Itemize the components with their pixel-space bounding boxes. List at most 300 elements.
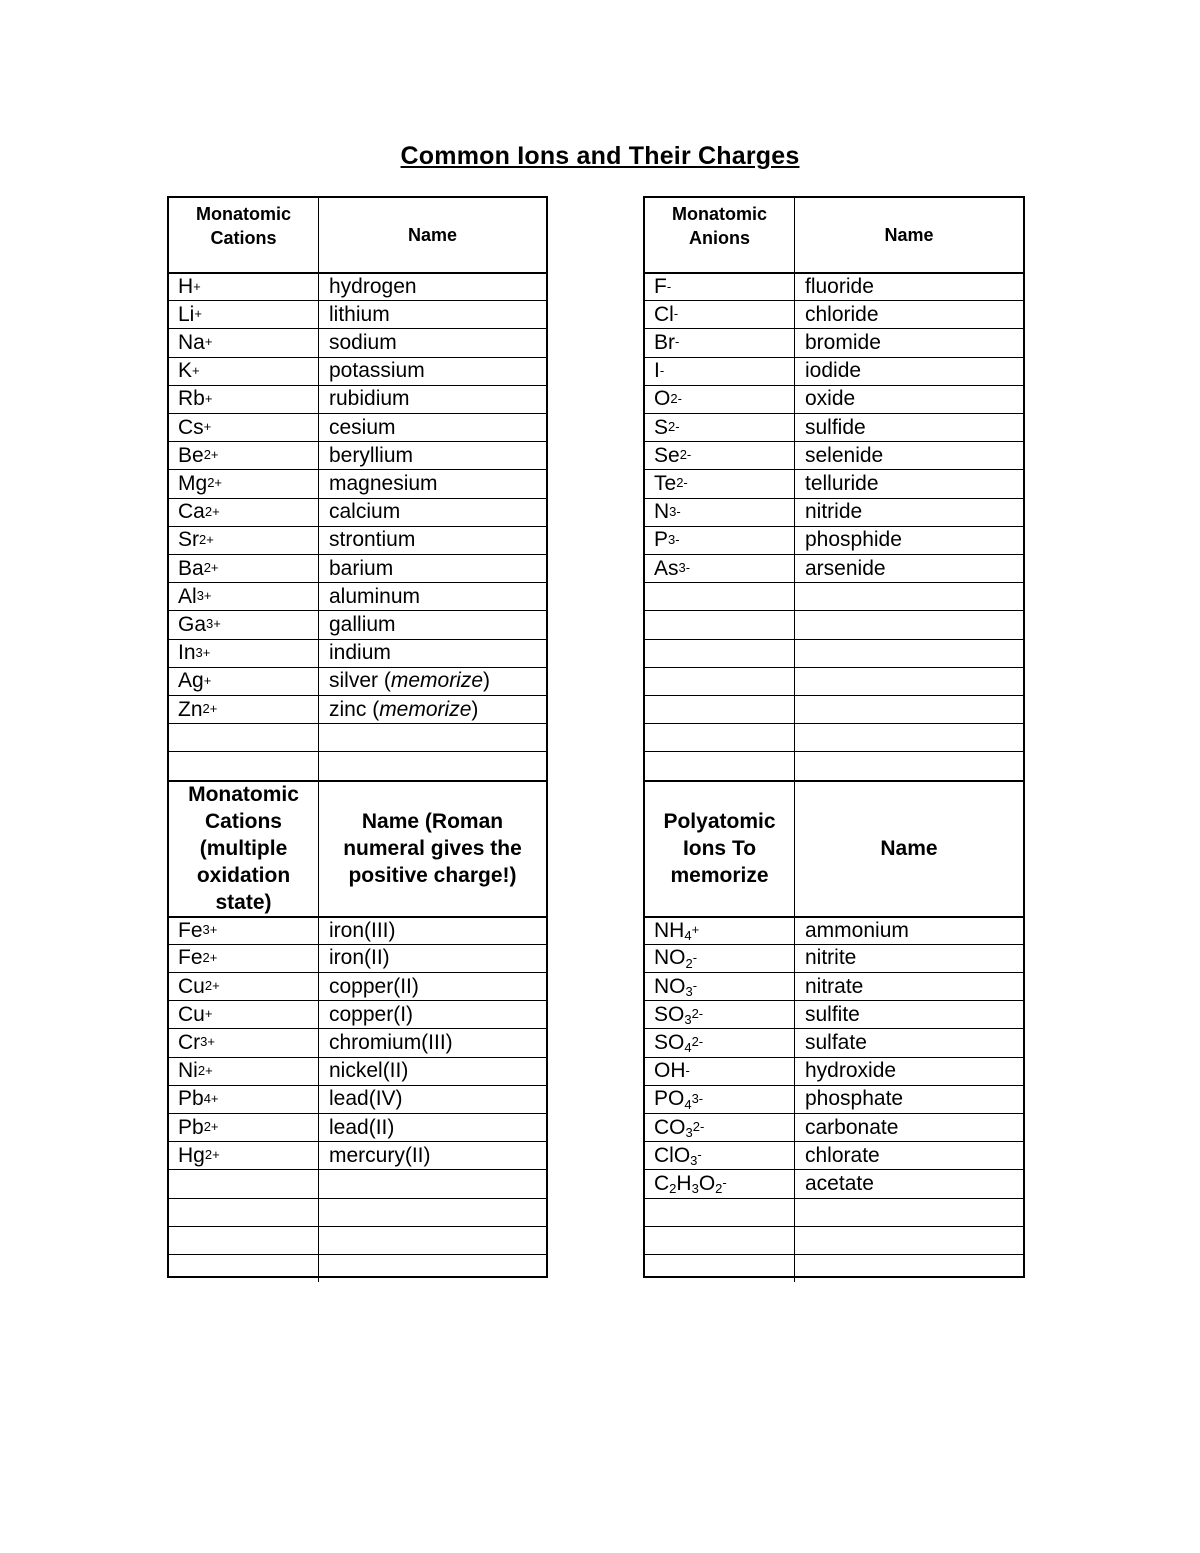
table-row [645,469,1023,497]
ion-name-text: phosphide [805,528,902,552]
header-label: Name [884,225,934,245]
ion-formula: Te $^{2-}$ [645,470,795,497]
ion-formula: O $^{2-}$ [645,386,795,413]
table-row [645,1226,1023,1254]
ion-name-text: aluminum [329,584,421,608]
element-symbol: Sr [178,528,199,552]
header-row [645,780,1023,916]
ion-name [795,274,1023,300]
table-row [645,916,1023,944]
element-symbol: As [654,556,679,580]
ion-formula: H + [169,274,319,300]
element-symbol: F [654,275,667,299]
formula-subscript: 3 [685,1125,693,1141]
ion-formula: C $_2$ H $_3$ O $_2$ - [645,1170,795,1197]
element-symbol: Be [178,443,204,467]
ion-name [795,668,1023,695]
ion-formula: NO $_2$ - [645,945,795,972]
ion-name [319,1255,546,1282]
ion-formula: Pb $^{4+}$ [169,1086,319,1113]
ion-formula: Se $^{2-}$ [645,442,795,469]
ion-formula [645,1255,795,1282]
table-row [645,1085,1023,1113]
ion-formula: P $^{3-}$ [645,527,795,554]
ion-name [795,640,1023,667]
ion-name [795,1199,1023,1226]
ion-name-text: ammonium [805,918,909,942]
header-label: Name [407,225,458,245]
element-symbol: Pb [178,1087,204,1111]
formula-subscript: 2 [685,955,693,971]
ion-formula [645,696,795,723]
ion-formula: Fe $^{2+}$ [169,945,319,972]
ion-name-text: sulfate [805,1030,867,1054]
ion-formula: F - [645,274,795,300]
table-row [169,639,546,667]
element-symbol: Br [654,330,675,354]
ion-name [319,1227,546,1254]
ion-formula [169,1170,319,1197]
table-row [169,328,546,356]
ion-formula: Hg $^{2+}$ [169,1142,319,1169]
ion-name [795,301,1023,328]
ion-name-text: iron(III) [329,918,396,942]
ion-formula: Ba $^{2+}$ [169,555,319,582]
ion-name-text: silver [329,669,379,693]
ion-formula: OH - [645,1058,795,1085]
table-row [645,357,1023,385]
formula-symbol: SO [654,1002,685,1026]
element-symbol: Rb [178,387,205,411]
formula-subscript: 2 [715,1181,723,1197]
ion-formula: Ni $^{2+}$ [169,1058,319,1085]
table-row [645,751,1023,779]
formula-symbol: NO [654,974,686,998]
ion-formula: CO $_3$ $^{2-}$ [645,1114,795,1141]
table-row [169,582,546,610]
table-row [645,328,1023,356]
ion-formula: Cu $^{2+}$ [169,973,319,1000]
ion-name [319,973,546,1000]
ion-name [319,499,546,526]
ion-name-text: telluride [805,471,879,495]
ion-formula: Cl - [645,301,795,328]
ion-name [795,1086,1023,1113]
ion-formula: ClO $_3$ - [645,1142,795,1169]
ion-name [795,918,1023,944]
ion-formula: K + [169,358,319,385]
ion-name [795,555,1023,582]
table-row [169,469,546,497]
header-label: Name [880,837,938,861]
table-row [645,667,1023,695]
ion-name: zinc ( memorize ) [329,697,479,721]
element-symbol: N [654,500,670,524]
header-row [645,198,1023,272]
memorize-note: memorize [379,697,472,721]
table-row [645,554,1023,582]
ion-name-text: arsenide [805,556,886,580]
ion-name [319,724,546,751]
ion-formula: Li + [169,301,319,328]
ion-name-text: rubidium [329,387,410,411]
table-row [169,1254,546,1282]
element-symbol: Pb [178,1115,204,1139]
ion-formula [645,583,795,610]
ion-formula [169,1227,319,1254]
table-row [169,413,546,441]
ion-formula: SO $_3$ $^{2-}$ [645,1001,795,1028]
header-col-ion [645,198,795,272]
table-row [169,300,546,328]
ion-name-text: nickel(II) [329,1059,409,1083]
element-symbol: H [178,275,194,299]
ion-name [795,752,1023,779]
ion-name [795,442,1023,469]
ion-formula: Ca $^{2+}$ [169,499,319,526]
table-row [645,1000,1023,1028]
ion-name-text: hydrogen [329,275,417,299]
ion-name-text: mercury(II) [329,1143,431,1167]
element-symbol: K [178,359,193,383]
cations-table [167,196,548,1278]
ion-name [795,1227,1023,1254]
table-row [645,582,1023,610]
element-symbol: I [654,359,660,383]
ion-name [319,945,546,972]
ion-name-text: copper(I) [329,1002,414,1026]
ion-name-text: zinc [329,697,367,721]
formula-symbol: OH [654,1059,686,1083]
element-symbol: Ga [178,612,207,636]
ion-name [319,527,546,554]
header-label: Monatomic Cations (multiple oxidation state) [188,783,299,915]
table-row [169,1198,546,1226]
ion-name-text: lead(II) [329,1115,395,1139]
formula-symbol: SO [654,1030,685,1054]
element-symbol: Fe [178,918,203,942]
table-row [645,385,1023,413]
element-symbol: Na [178,330,205,354]
ion-name [795,329,1023,356]
header-col-name [795,782,1023,916]
table-row [645,1057,1023,1085]
table-row [169,1028,546,1056]
ion-name [319,1058,546,1085]
element-symbol: Cu [178,1002,205,1026]
ion-formula: Fe $^{3+}$ [169,918,319,944]
ion-name [319,1086,546,1113]
table-row [169,526,546,554]
ion-name-text: phosphate [805,1087,904,1111]
header-label: Name (Roman numeral gives the positive charge!) [343,810,522,888]
ion-name [795,611,1023,638]
ion-formula: Na + [169,329,319,356]
ion-formula: In $^{3+}$ [169,640,319,667]
header-label: Monatomic Anions [671,204,767,248]
element-symbol: Ca [178,500,205,524]
header-col-name [795,198,1023,272]
ion-name [319,1199,546,1226]
ion-name-text: carbonate [805,1115,899,1139]
ion-name-text: strontium [329,528,416,552]
table-row [645,695,1023,723]
ion-name [795,945,1023,972]
element-symbol: Ba [178,556,204,580]
ion-name [319,442,546,469]
ion-formula: Cr $^{3+}$ [169,1029,319,1056]
element-symbol: Cr [178,1030,201,1054]
ion-formula [169,1199,319,1226]
ion-name [319,918,546,944]
ion-formula: Pb $^{2+}$ [169,1114,319,1141]
ion-name-text: nitrite [805,946,857,970]
ion-formula: Rb + [169,386,319,413]
table-row [645,526,1023,554]
ion-name [795,358,1023,385]
page-title: Common Ions and Their Charges [400,142,800,170]
ion-formula [645,668,795,695]
ion-formula [645,1199,795,1226]
ion-name-text: hydroxide [805,1059,897,1083]
table-row [169,916,546,944]
table-row [169,1113,546,1141]
ion-name-text: chloride [805,302,879,326]
ion-name-text: sulfide [805,415,866,439]
formula-subscript: 4 [684,928,692,944]
formula-symbol: NO [654,946,686,970]
element-symbol: Cl [654,302,674,326]
ion-name-text: nitrate [805,974,864,998]
element-symbol: Se [654,443,680,467]
ion-formula: Cs + [169,414,319,441]
table-row [169,610,546,638]
table-row [169,554,546,582]
header-col-ion [645,782,795,916]
table-row [169,723,546,751]
table-row [169,1000,546,1028]
element-symbol: S [654,415,669,439]
table-row [169,1226,546,1254]
ion-name [319,1142,546,1169]
ion-name [795,527,1023,554]
ion-formula: PO $_4$ $^{3-}$ [645,1086,795,1113]
ion-name [795,1255,1023,1282]
header-col-ion [169,198,319,272]
table-row [645,413,1023,441]
table-row [169,972,546,1000]
ion-name-text: nitride [805,500,863,524]
table-row [169,944,546,972]
ion-name [795,1029,1023,1056]
ion-name [795,1170,1023,1197]
formula-subscript: 2 [669,1181,677,1197]
ion-name-text: acetate [805,1171,874,1195]
ion-name [795,973,1023,1000]
table-row [645,272,1023,300]
ion-name [319,414,546,441]
table-row [645,1141,1023,1169]
table-row [169,695,546,723]
ion-name-text: gallium [329,612,396,636]
table-row [169,357,546,385]
table-row [169,667,546,695]
header-col-name [319,782,546,916]
table-row [645,972,1023,1000]
ion-name [795,1058,1023,1085]
ion-name [795,470,1023,497]
ion-formula [645,640,795,667]
ion-name [795,724,1023,751]
table-row [645,1028,1023,1056]
element-symbol: P [654,528,669,552]
ion-name [319,1114,546,1141]
ion-name [795,696,1023,723]
element-symbol: O [654,387,671,411]
element-symbol: Cu [178,974,205,998]
formula-subscript: 3 [691,1181,699,1197]
table-row [645,1113,1023,1141]
element-symbol: Mg [178,471,208,495]
ion-formula [169,724,319,751]
element-symbol: Zn [178,697,203,721]
table-row [169,1057,546,1085]
ion-formula: NH $_4$ + [645,918,795,944]
ion-name [319,583,546,610]
ion-formula: Mg $^{2+}$ [169,470,319,497]
ion-name [795,1114,1023,1141]
table-row [169,498,546,526]
ion-formula: Ag + [169,668,319,695]
ion-formula [645,611,795,638]
table-row [645,300,1023,328]
ion-name [319,640,546,667]
element-symbol: In [178,641,196,665]
table-row [645,944,1023,972]
formula-subscript: 3 [690,1153,698,1169]
header-label: Monatomic Cations [195,204,291,248]
ion-name-text: chromium(III) [329,1030,453,1054]
header-row [169,780,546,916]
ion-name [319,555,546,582]
ion-formula: As $^{3-}$ [645,555,795,582]
element-symbol: Ag [178,669,204,693]
element-symbol: Cs [178,415,204,439]
element-symbol: Fe [178,946,203,970]
ion-name-text: calcium [329,500,401,524]
table-row [169,751,546,779]
ion-name-text: barium [329,556,394,580]
table-row [169,441,546,469]
ion-name-text: bromide [805,330,881,354]
ion-formula [645,724,795,751]
formula-subscript: 4 [684,1096,692,1112]
formula-symbol: ClO [654,1143,691,1167]
table-row [169,385,546,413]
ion-name [319,611,546,638]
ion-name [795,386,1023,413]
ion-name [319,386,546,413]
ion-name [319,1029,546,1056]
ion-name-text: indium [329,641,391,665]
ion-name [319,470,546,497]
ion-name-text: sulfite [805,1002,860,1026]
ion-name-text: potassium [329,359,425,383]
ion-formula: NO $_3$ - [645,973,795,1000]
ion-formula: Br - [645,329,795,356]
ion-name-text: chlorate [805,1143,880,1167]
table-row [645,1198,1023,1226]
formula-subscript: 3 [685,984,693,1000]
table-row [645,639,1023,667]
ion-formula: Cu + [169,1001,319,1028]
ion-name-text: lithium [329,302,390,326]
ion-name [795,583,1023,610]
element-symbol: Ni [178,1059,198,1083]
ion-name-text: iodide [805,359,862,383]
ion-name [319,274,546,300]
formula-symbol: CO [654,1115,686,1139]
table-row [645,723,1023,751]
ion-name [795,414,1023,441]
ion-name-text: selenide [805,443,884,467]
header-row [169,198,546,272]
formula-symbol: PO [654,1087,685,1111]
ion-name [319,329,546,356]
ion-name [795,1001,1023,1028]
formula-symbol: H [676,1171,692,1195]
element-symbol: Al [178,584,197,608]
table-row [169,1085,546,1113]
formula-symbol: NH [654,918,685,942]
formula-symbol: O [698,1171,716,1195]
table-row [645,441,1023,469]
table-row [169,1169,546,1197]
element-symbol: Hg [178,1143,205,1167]
ion-formula: N $^{3-}$ [645,499,795,526]
table-row [645,610,1023,638]
header-label: Polyatomic Ions To memorize [663,810,776,888]
ion-formula [645,1227,795,1254]
ion-name-text: magnesium [329,471,438,495]
table-row [645,498,1023,526]
ion-name-text: iron(II) [329,946,390,970]
element-symbol: Li [178,302,195,326]
ion-name: silver ( memorize ) [329,669,491,693]
formula-subscript: 3 [684,1012,692,1028]
table-row [645,1254,1023,1282]
table-row [169,272,546,300]
memorize-note: memorize [390,669,484,693]
ion-formula: Zn $^{2+}$ [169,696,319,723]
ion-name-text: cesium [329,415,396,439]
ion-name [319,752,546,779]
ion-name-text: fluoride [805,275,874,299]
ion-name [319,1170,546,1197]
ion-name-text: beryllium [329,443,414,467]
formula-symbol: C [654,1171,670,1195]
table-row [645,1169,1023,1197]
table-row [169,1141,546,1169]
ion-formula [169,1255,319,1282]
ion-name [319,301,546,328]
ion-name-text: lead(IV) [329,1087,403,1111]
ion-formula [645,752,795,779]
element-symbol: Te [654,471,677,495]
ion-formula: Al $^{3+}$ [169,583,319,610]
ion-name-text: oxide [805,387,856,411]
ion-name-text: copper(II) [329,974,419,998]
